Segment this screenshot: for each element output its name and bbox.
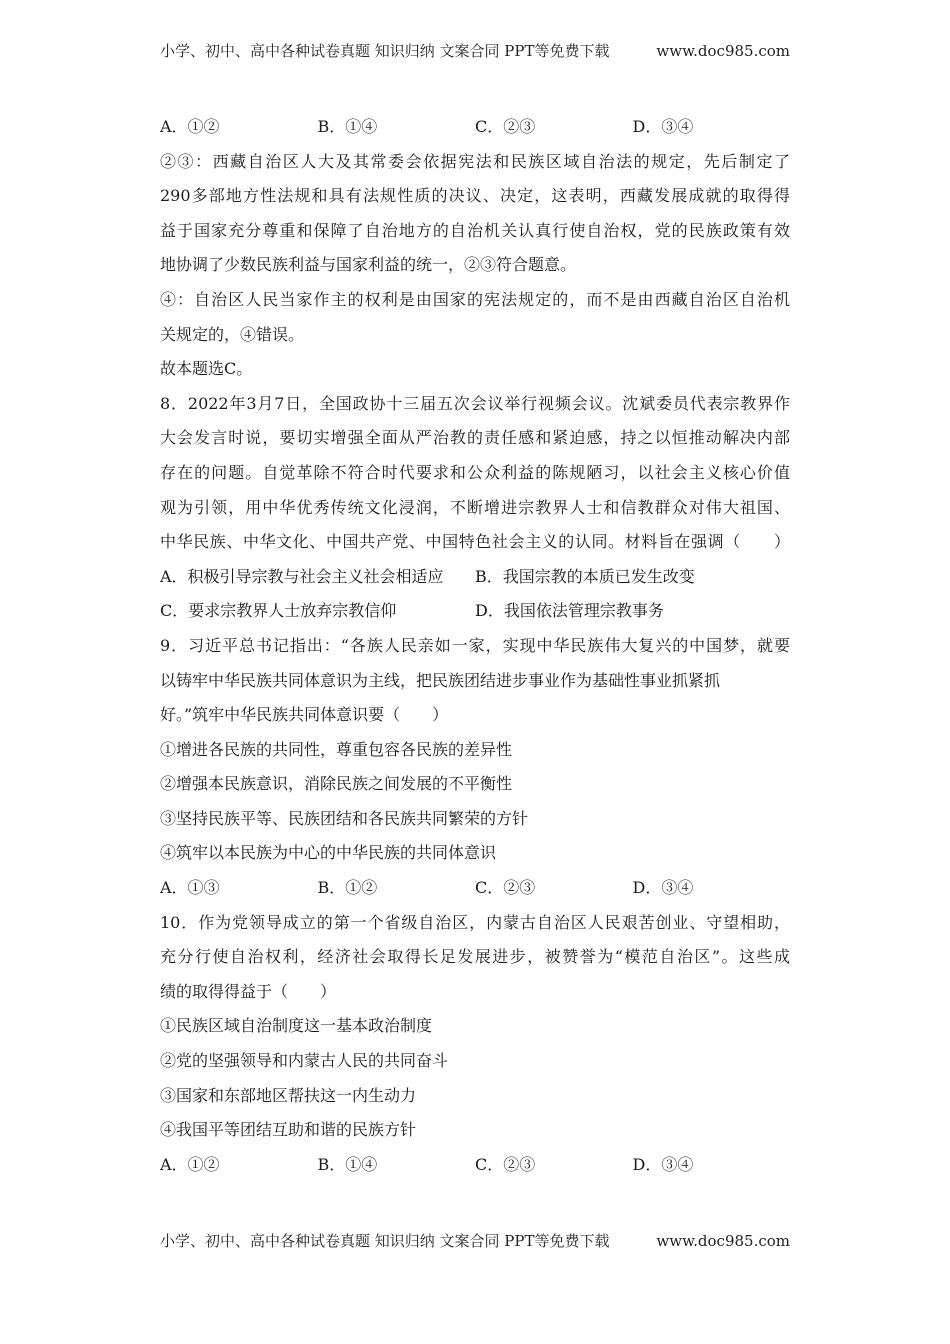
q7-option-d: D．③④	[632, 117, 694, 136]
q7-options	[160, 112, 790, 142]
q9-option-b: B．①②	[317, 878, 378, 898]
q8-options-row	[160, 596, 790, 626]
q7-analysis-line: 290多部地方性法规和具有法规性质的决议、决定，这表明，西藏发展成就的取得得	[160, 186, 790, 206]
page-content	[160, 112, 790, 1184]
q8-stem-line: 大会发言时说，要切实增强全面从严治教的责任感和紧迫感，持之以恒推动解决内部	[160, 428, 790, 448]
q9-item: ④筑牢以本民族为中心的中华民族的共同体意识	[160, 843, 497, 863]
q7-answer-line: 故本题选C。	[160, 359, 253, 379]
q10-option-c: C．②③	[475, 1154, 536, 1174]
q7-analysis-line: ②③：西藏自治区人大及其常委会依据宪法和民族区域自治法的规定，先后制定了	[160, 151, 790, 171]
q8-option-d: D．我国依法管理宗教事务	[475, 601, 664, 621]
q8-option-b: B．我国宗教的本质已发生改变	[475, 566, 695, 586]
q7-analysis-line: ④：自治区人民当家作主的权利是由国家的宪法规定的，而不是由西藏自治区自治机	[160, 289, 790, 309]
q10-options	[160, 1150, 790, 1180]
q10-item: ①民族区域自治制度这一基本政治制度	[160, 1016, 433, 1036]
q10-option-b: B．①④	[317, 1154, 378, 1174]
q10-item: ④我国平等团结互助和谐的民族方针	[160, 1120, 417, 1140]
q9-stem-line: 9．习近平总书记指出：“各族人民亲如一家，实现中华民族伟大复兴的中国梦，就要	[160, 635, 790, 655]
q9-option-a: A．①③	[160, 878, 220, 898]
q9-option-d: D．③④	[632, 878, 694, 898]
q7-option-c: C．②③	[475, 117, 536, 136]
q9-stem-line: 好。”筑牢中华民族共同体意识要（ ）	[160, 705, 449, 725]
q9-options	[160, 873, 790, 903]
q8-option-c: C．要求宗教界人士放弃宗教信仰	[160, 601, 397, 621]
q8-stem-line: 8．2022年3月7日，全国政协十三届五次会议举行视频会议。沈斌委员代表宗教界作	[160, 393, 790, 413]
q7-option-a: A．①②	[160, 117, 220, 136]
q10-option-a: A．①②	[160, 1154, 220, 1174]
q10-stem-line: 充分行使自治权利，经济社会取得长足发展进步，被赞誉为“模范自治区”。这些成	[160, 947, 790, 967]
header-banner-text: 小学、初中、高中各种试卷真题 知识归纳 文案合同 PPT等免费下载	[160, 42, 610, 60]
q8-stem-line: 观为引领，用中华优秀传统文化浸润，不断增进宗教界人士和信教群众对伟大祖国、	[160, 497, 790, 517]
q10-item: ③国家和东部地区帮扶这一内生动力	[160, 1085, 417, 1105]
q9-item: ③坚持民族平等、民族团结和各民族共同繁荣的方针	[160, 808, 529, 828]
footer-site-link[interactable]: www.doc985.com	[656, 1231, 790, 1250]
q9-item: ②增强本民族意识，消除民族之间发展的不平衡性	[160, 774, 513, 794]
page-footer	[160, 1230, 790, 1251]
q7-analysis-line: 益于国家充分尊重和保障了自治地方的自治机关认真行使自治权，党的民族政策有效	[160, 220, 790, 240]
q8-stem-line: 存在的问题。自觉革除不符合时代要求和公众利益的陈规陋习，以社会主义核心价值	[160, 462, 790, 482]
q7-analysis-line: 关规定的，④错误。	[160, 324, 305, 344]
q9-option-c: C．②③	[475, 878, 536, 898]
page-header	[160, 40, 790, 61]
q10-stem-line: 绩的取得得益于（ ）	[160, 981, 337, 1001]
q9-stem-line: 以铸牢中华民族共同体意识为主线，把民族团结进步事业作为基础性事业抓紧抓	[160, 670, 721, 690]
q10-option-d: D．③④	[632, 1154, 694, 1174]
q10-item: ②党的坚强领导和内蒙古人民的共同奋斗	[160, 1051, 449, 1071]
q8-option-a: A．积极引导宗教与社会主义社会相适应	[160, 566, 444, 586]
q7-option-b: B．①④	[317, 117, 378, 136]
q8-stem-line: 中华民族、中华文化、中国共产党、中国特色社会主义的认同。材料旨在强调（ ）	[160, 532, 790, 552]
q9-item: ①增进各民族的共同性，尊重包容各民族的差异性	[160, 739, 513, 759]
footer-banner-text: 小学、初中、高中各种试卷真题 知识归纳 文案合同 PPT等免费下载	[160, 1232, 610, 1250]
q10-stem-line: 10．作为党领导成立的第一个省级自治区，内蒙古自治区人民艰苦创业、守望相助，	[160, 912, 790, 932]
q8-options-row	[160, 562, 790, 592]
header-site-link[interactable]: www.doc985.com	[656, 41, 790, 60]
q7-analysis-line: 地协调了少数民族利益与国家利益的统一，②③符合题意。	[160, 255, 577, 275]
